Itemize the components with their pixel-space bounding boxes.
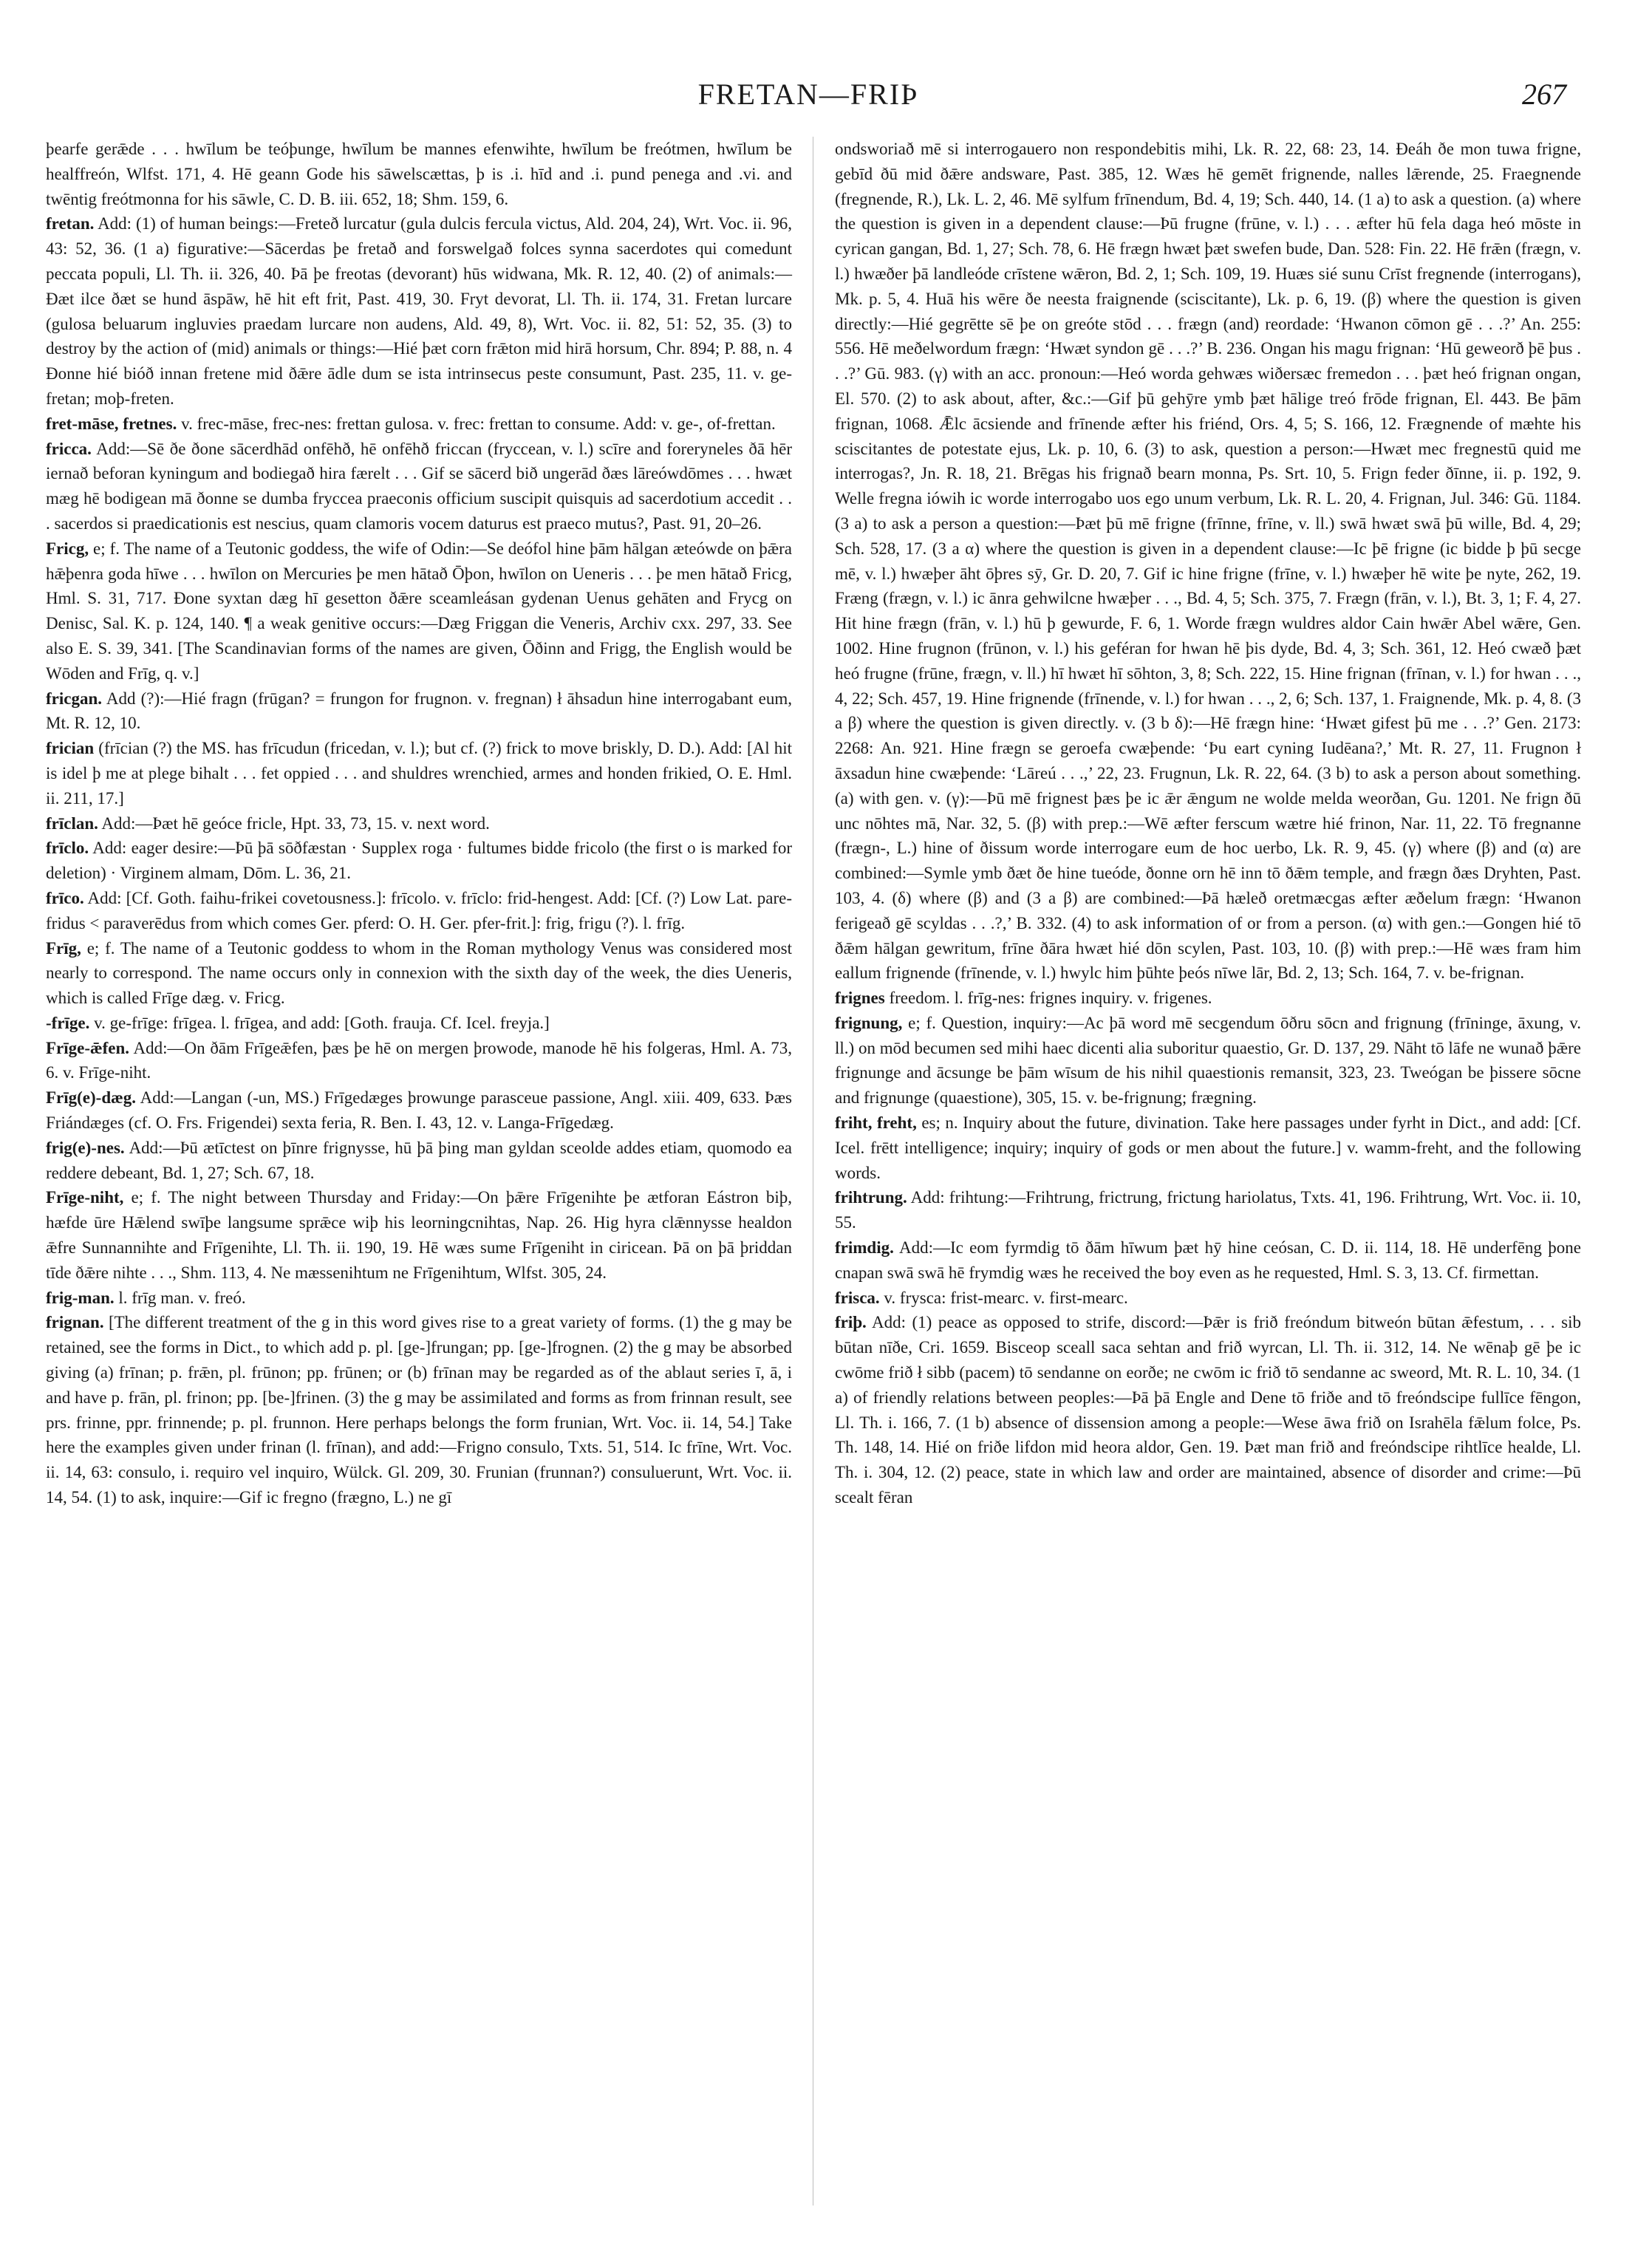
entry-text: ondsworiað mē si interrogauero non respondebitis mihi, Lk. R. 22, 68: 23, 14. Ðeáh ðe mon tuwa frigne, gebīd ðū mid ðǣre andsware, Past. 385, 12. Wæs hē gemēt frignende, nalles lǣrende, 25. Fraegnende (fregnende, R.), Lk. L. 2, 46. Mē sylfum frīnendum, Bd. 4, 19; Sch. 440, 14. (1 a) to ask a question. (a) where the question is given in a dependent clause:—Þū frugne (frūne, v. l.) . . . æfter hū fela daga heó mōste in cyrican gangan, Bd. 1, 27; Sch. 78, 6. Hē frægn hwæt þæt swefen bude, Dan. 528: Fin. 22. Hē frǣn (frægn, v. l.) hwæðer þā landleóde crīstene wǣron, Bd. 2, 1; Sch. 109, 19. Huæs sié sunu Crīst fregnende (interrogans), Mk. p. 5, 4. Huā his wēre ðe neesta fraignende (sciscitante), Lk. p. 6, 19. (β) where the question is given directly:—Hié gegrētte sē þe on greóte stōd . . . frægn (and) reordade: ‘Hwanon cōmon gē . . .?’ An. 255: 556. Hē meðelwordum frægn: ‘Hwæt syndon gē . . .?’ B. 236. Ongan his magu frignan: ‘Hū geweorð þē þus . . .?’ Gū. 983. (γ) with an acc. pronoun:—Heó worda gehwæs wiðersæc fremedon . . . þæt heó frignan ongan, El. 570. (2) to ask about, after, &c.:—Gif þū gehȳre ymb þæt hālige treó frōde frignan, El. 443. Be þām frignan, 1068. Ǣlc ācsiende and frīnende æfter his friénd, Ors. 4, 5; S. 166, 12. Frægnende of mæhte his sciscitantes de potestate ejus, Lk. p. 10, 6. (3) to ask, question a person:—Hwæt mec fregnestū quid me interrogas?, Jn. R. 18, 21. Brēgas his frignað bearn monna, Ps. Srt. 10, 5. Frign feder ðīnne, ii. p. 192, 9. Welle fregna iówih ic worde interrogabo uos ego unum verbum, Lk. R. L. 20, 4. Frignan, Jul. 346: Gū. 1184. (3 a) to ask a person a question:—Þæt þū mē frigne (frīnne, frīne, v. ll.) swā hwæt swā þū wille, Bd. 4, 29; Sch. 528, 17. (3 a α) where the question is given in a dependent clause:—Ic þē frigne (ic bidde þ þū secge mē, v. l.) hwæþer āht ōþres sȳ, Gr. D. 20, 7. Gif ic hine frigne (frīne, v. l.) hwæþer hē wite þe nyte, 262, 19. Fræng (frægn, v. l.) ic ānra gehwilcne hwæþer . . ., Bd. 4, 5; Sch. 375, 7. Frægn (frān, v. l.), Bt. 3, 1; F. 4, 27. Hit hine frægn (frān, v. l.) hū þ gewurde, F. 6, 1. Worde frægn wuldres aldor Cain hwǣr Abel wǣre, Gen. 1002. Hine frugnon (frūnon, v. l.) his geféran for hwan hē þis dyde, Bd. 4, 3; Sch. 361, 12. Heó cwæð þæt heó frugne (frūne, frægn, v. ll.) hī hwæt hī sōhton, 3, 8; Sch. 222, 15. Hine frignan (frīnan, v. l.) for hwan . . ., 4, 22; Sch. 457, 19. Hine frignende (frīnende, v. l.) for hwan . . ., 2, 6; Sch. 137, 1. Fraignende, Mk. p. 4, 8. (3 a β) where the question is given directly. v. (3 b δ):—Hē frægn hine: ‘Hwæt gifest þū me . . .?’ Gen. 2173: 2268: An. 921. Hine frægn se geroefa cwæþende: ‘Þu eart cyning Iudēana?,’ Mt. R. 27, 11. Frugnon ł āxsadun hine cwæþende: ‘Lāreú . . .,’ 22, 23. Frugnun, Lk. R. 22, 64. (3 b) to ask a person about something. (a) with gen. v. (γ):—Þū mē frignest þæs þe ic ǣr ǣngum ne wolde melda weorðan, Gu. 1201. Ne frign ðū unc nōhtes mā, Nar. 32, 5. (β) with prep.:—Wē æfter ferscum wætre hié frinon, Nar. 11, 22. Tō fregnanne (frægn-, L.) hine of ðissum worde interrogare eum de hoc uerbo, Lk. R. 9, 45. (γ) where (β) and (α) are combined:—Symle ymb ðæt ðe hine tueóde, ðonne orn hē inn tō ðǣm temple, and frægn ðæs Dryhten, Past. 103, 4. (δ) where (β) and (3 a β) are combined:—Þā hæleð oretmæcgas æfter æðelum frægn: ‘Hwanon ferigeað gē scyldas . . .?,’ B. 332. (4) to ask information of or from a person. (α) with gen.:—Gongen hié tō ðǣm hālgan gewritum, frīne ðāra hwæt hié dōn scylen, Past. 103, 10. (β) with prep.:—Hē wæs fram him eallum frignende (frīnende, v. l.) hwylc him þūhte þeós nīwe lār, Bd. 2, 13; Sch. 164, 7. v. be-frignan. [835, 140, 1581, 983]
dictionary-entry [835, 1235, 1581, 1286]
entry-text: Add:—Sē ðe ðone sācerdhād onfēhð, hē onfēhð friccan (fryccean, v. l.) scīre and foreryneles ðā hēr iernað beforan kyningum and bodiegað hira færelt . . . Gif se sācerd bið ungerād ðæs lāreówdōmes . . . hwæt mæg hē bodigean mā ðonne se dumba fryccea praeconis officium suscipit quisquis ad sacerdotium accedit . . . sacerdos si praedicationis est nescius, quam clamoris vocem daturus est praeco mutus?, Past. 91, 20–26. [46, 439, 792, 533]
entry-headword: frihtrung. [835, 1188, 907, 1207]
left-column [46, 137, 792, 1510]
dictionary-entry [46, 686, 792, 737]
dictionary-entry [46, 1011, 792, 1036]
entry-headword: frician [46, 739, 95, 758]
entry-text: Add: (1) of human beings:—Freteð lurcatur (gula dulcis fercula victus, Ald. 204, 24), Wrt. Voc. ii. 96, 43: 52, 36. (1 a) figurative:—Sācerdas þe fretað and forswelgað folces synna sacerdotes qui comedunt peccata populi, Ll. Th. ii. 326, 40. Þā þe freotas (devorant) hūs widwana, Mk. R. 12, 40. (2) of animals:—Ðæt ilce ðæt se hund āspāw, hē hit eft frit, Past. 419, 30. Fryt devorat, Ll. Th. ii. 174, 31. Fretan lurcare (gulosa beluarum ingluvies praedam lurcare non audens, Ald. 49, 8), Wrt. Voc. ii. 82, 51: 52, 35. (3) to destroy by the action of (mid) animals or things:—Hié þæt corn frǣton mid hirā horsum, Chr. 894; P. 88, n. 4 Ðonne hié bióð innan fretene mid ðǣre ādle dum se ista intrinsecus peste consumunt, Past. 235, 11. v. ge-fretan; moþ-freten. [46, 214, 792, 408]
dictionary-entry [46, 412, 792, 437]
entry-headword: Frīge-ǣfen. [46, 1038, 130, 1057]
entry-text: Add:—Langan (-un, MS.) Frīgedæges þrowunge parasceue passione, Angl. xiii. 409, 633. Þæs Friándæges (cf. O. Frs. Frigendei) sexta feria, R. Ben. I. 43, 12. v. Langa-Frīgedæg. [46, 1088, 792, 1133]
entry-headword: -frīge. [46, 1013, 90, 1032]
dictionary-entry [835, 1310, 1581, 1509]
page-number: 267 [1522, 78, 1566, 111]
dictionary-entry [46, 886, 792, 936]
entry-headword: frisca. [835, 1288, 880, 1307]
entry-headword: frīco. [46, 888, 84, 907]
right-column [835, 137, 1581, 1510]
dictionary-entry [46, 811, 792, 836]
entry-text: Add:—Þū ætīctest on þīnre frignysse, hū þā þing man gyldan sceolde addes etiam, quomodo ea reddere debeant, Bd. 1, 27; Sch. 67, 18. [46, 1138, 792, 1182]
entry-headword: frignan. [46, 1313, 104, 1332]
entry-text: [The different treatment of the g in this word gives rise to a great variety of forms. (1) the g may be retained, see the forms in Dict., to which add p. pl. [ge-]frungan; pp. [ge-]frognen. (2) the g may be absorbed giving (a) frīnan; p. frǣn, pl. frūnon; pp. frūnen; or (b) frīnan may be regarded as of the ablaut series ī, ā, i and have p. frān, pl. frinon; pp. [be-]frinen. (3) the g may be assimilated and forms as from frinnan result, see prs. frinne, ppr. frinnende; p. pl. frunnon. Here perhaps belongs the form frunian, Wrt. Voc. ii. 14, 54.] Take here the examples given under frinan (l. frīnan), and add:—Frigno consulo, Txts. 51, 514. Ic frīne, Wrt. Voc. ii. 14, 63: consulo, i. requiro vel inquiro, Wülck. Gl. 209, 30. Frunian (frunnan?) consuluerunt, Wrt. Voc. ii. 14, 54. (1) to ask, inquire:—Gif ic fregno (frægno, L.) ne gī [46, 1313, 792, 1507]
entry-headword: frignes [835, 989, 885, 1008]
entry-headword: friþ. [835, 1313, 867, 1332]
entry-headword: frignung, [835, 1013, 903, 1032]
dictionary-entry [835, 1286, 1581, 1311]
entry-text: (frīcian (?) the MS. has frīcudun (fricedan, v. l.); but cf. (?) frick to move briskly, D. D.). Add: [Al hit is idel þ me at plege bihalt . . . fet oppied . . . and shuldres wrenchied, armes and honden frikied, O. E. Hml. ii. 211, 17.] [46, 739, 793, 808]
dictionary-entry [46, 1310, 792, 1509]
entry-text: þearfe gerǣde . . . hwīlum be teóþunge, hwīlum be mannes efenwihte, hwīlum be freótmen, hwīlum be healffreón, Wlfst. 171, 4. Hē geann Gode his sāwelscættas, þ is .i. hīd and .i. pund penega and .vi. and twēntig freótmonna for his sāwle, C. D. B. iii. 652, 18; Shm. 159, 6. [46, 140, 792, 208]
entry-headword: frig-man. [46, 1288, 115, 1307]
entry-text: Add:—On ðām Frīgeǣfen, þæs þe hē on mergen þrowode, manode hē his folgeras, Hml. A. 73, 6. v. Frīge-niht. [46, 1038, 793, 1082]
entry-headword: frimdig. [835, 1238, 894, 1258]
entry-text: v. frec-māse, frec-nes: frettan gulosa. v. frec: frettan to consume. Add: v. ge-, of-frettan. [181, 414, 776, 433]
dictionary-entry [835, 137, 1581, 986]
dictionary-entry [835, 1111, 1581, 1185]
entry-text: es; n. Inquiry about the future, divination. Take here passages under fyrht in Dict., and add: [Cf. Icel. frētt intelligence; inquiry; inquiry of gods or men about the future.] v. wamm-freht, and the following words. [835, 1113, 1581, 1182]
entry-text: v. frysca: frist-mearc. v. first-mearc. [884, 1288, 1128, 1307]
running-head: FRETAN—FRIÞ [697, 78, 919, 111]
entry-text: Add: frihtung:—Frihtrung, frictrung, frictung hariolatus, Txts. 41, 196. Frihtrung, Wrt. Voc. ii. 10, 55. [835, 1188, 1582, 1232]
entry-headword: fricca. [46, 439, 92, 458]
dictionary-entry [835, 1011, 1581, 1111]
entry-text: Add:—Ic eom fyrmdig tō ðām hīwum þæt hȳ hine ceósan, C. D. ii. 114, 18. Hē underfēng þone cnapan swā swā hē frymdig wæs he received the boy even as he requested, Hml. S. 3, 13. Cf. firmettan. [835, 1238, 1581, 1282]
entry-text: l. frīg man. v. freó. [118, 1288, 246, 1307]
dictionary-entry [46, 1036, 792, 1086]
entry-headword: frīclan. [46, 813, 98, 833]
entry-headword: friht, freht, [835, 1113, 917, 1133]
dictionary-entry [46, 536, 792, 686]
dictionary-entry [46, 836, 792, 886]
entry-text: Add: (1) peace as opposed to strife, discord:—Þǣr is frið freóndum bitweón būtan ǣfestum, . . . sib būtan nīðe, Cri. 1659. Bisceop sceall saca sehtan and frið wyrcan, Ll. Th. ii. 312, 14. Ne wēnaþ gē þe ic cwōme frið ł sibb (pacem) tō sendanne on eorðe; ne cwōm ic frið tō sendanne ac sweord, Mt. R. L. 10, 34. (1 a) of friendly relations between peoples:—Þā þā Engle and Dene tō friðe and tō freóndscipe fullīce fēngon, Ll. Th. i. 166, 7. (1 b) absence of dissension among a people:—Wese āwa frið on Israhēla fǣlum folce, Ps. Th. 148, 14. Hié on friðe lifdon mid heora aldor, Gen. 19. Þæt man frið and freóndscipe rihtlīce healde, Ll. Th. i. 304, 12. (2) peace, state in which law and order are maintained, absence of disorder and crime:—Þū scealt fēran [835, 1313, 1581, 1507]
entry-headword: frig(e)-nes. [46, 1138, 125, 1157]
dictionary-entry [46, 936, 792, 1011]
dictionary-entry [46, 437, 792, 536]
entry-text: Add:—Þæt hē geóce fricle, Hpt. 33, 73, 15. v. next word. [101, 813, 490, 833]
entry-text: v. ge-frīge: frīgea. l. frīgea, and add: [Goth. frauja. Cf. Icel. freyja.] [94, 1013, 550, 1032]
dictionary-entry [46, 736, 792, 811]
entry-headword: Frīg(e)-dæg. [46, 1088, 136, 1108]
entry-text: e; f. Question, inquiry:—Ac þā word mē secgendum ōðru sōcn and frignung (frīninge, āxung, v. ll.) on mōd becumen sed mihi haec dicenti alia suboritur quaestio, Gr. D. 137, 29. Nāht tō lāfe ne wunað þǣre frignunge and ācsunge be þām wīsum de his nihil quaestionis remansit, 323, 23. Tweógan be þissere sōcne and frignunge (quaestione), 305, 15. v. be-frignung; frægning. [835, 1013, 1581, 1108]
dictionary-entry [46, 1085, 792, 1136]
entry-headword: frīclo. [46, 839, 89, 858]
entry-headword: fret-māse, fretnes. [46, 414, 177, 433]
page-header [46, 74, 1571, 126]
entry-headword: Fricg, [46, 539, 89, 558]
entry-text: e; f. The name of a Teutonic goddess, the wife of Odin:—Se deófol hine þām hālgan æteówde on þǣra hǣþenra goda hīwe . . . hwīlon on Mercuries þe men hātað Ōþon, hwīlon on Ueneris . . . þe men hātað Fricg, Hml. S. 31, 717. Ðone syxtan dæg hī gesetton ðǣre sceamleásan gydenan Uenus gehāten and Frycg on Denisc, Sal. K. p. 124, 140. ¶ a weak genitive occurs:—Dæg Friggan die Veneris, Archiv cxx. 297, 33. See also E. S. 39, 341. [The Scandinavian forms of the names are given, Ōðinn and Frigg, the English would be Wōden and Frīg, q. v.] [46, 539, 793, 683]
dictionary-entry [46, 1286, 792, 1311]
entry-text: Add: [Cf. Goth. faihu-frikei covetousness.]: frīcolo. v. frīclo: frid-hengest. Add: [Cf. (?) Low Lat. pare-fridus < paraverēdus from which comes Ger. pferd: O. H. Ger. pfer-frit.]: frig, frigu (?). l. frīg. [46, 888, 792, 932]
entry-headword: fricgan. [46, 689, 103, 708]
entry-headword: fretan. [46, 214, 95, 233]
dictionary-entry [46, 137, 792, 211]
dictionary-entry [835, 1185, 1581, 1235]
dictionary-entry [46, 1136, 792, 1186]
entry-text: Add: eager desire:—Þū þā sōðfæstan · Supplex roga · fultumes bidde fricolo (the first o is marked for deletion) · Virginem almam, Dōm. L. 36, 21. [46, 839, 793, 883]
dictionary-entry [46, 1185, 792, 1285]
entry-text: Add (?):—Hié fragn (frūgan? = frungon for frugnon. v. fregnan) ł āhsadun hine interrogabant eum, Mt. R. 12, 10. [46, 689, 793, 733]
entry-headword: Frīge-niht, [46, 1188, 124, 1207]
entry-text: e; f. The name of a Teutonic goddess to whom in the Roman mythology Venus was considered most nearly to correspond. The name occurs only in connexion with the sixth day of the week, the dies Ueneris, which is called Frīge dæg. v. Fricg. [46, 938, 792, 1008]
entry-text: freedom. l. frīg-nes: frignes inquiry. v. frigenes. [889, 989, 1212, 1008]
dictionary-entry [46, 211, 792, 411]
entry-text: e; f. The night between Thursday and Friday:—On þǣre Frīgenihte þe ætforan Eástron biþ, hæfde ūre Hǣlend swīþe langsume sprǣce wiþ his leorningcnihtas, Nap. 26. Hig hyra clǣnnysse healdon ǣfre Sunnannihte and Frīgenihte, Ll. Th. ii. 190, 19. Hē wæs sume Frīgeniht in ciricean. Þā on þā þriddan tīde ðǣre nihte . . ., Shm. 113, 4. Ne mæssenihtum ne Frīgenihtum, Wlfst. 305, 24. [46, 1188, 792, 1282]
entry-headword: Frīg, [46, 938, 81, 958]
dictionary-entry [835, 986, 1581, 1011]
